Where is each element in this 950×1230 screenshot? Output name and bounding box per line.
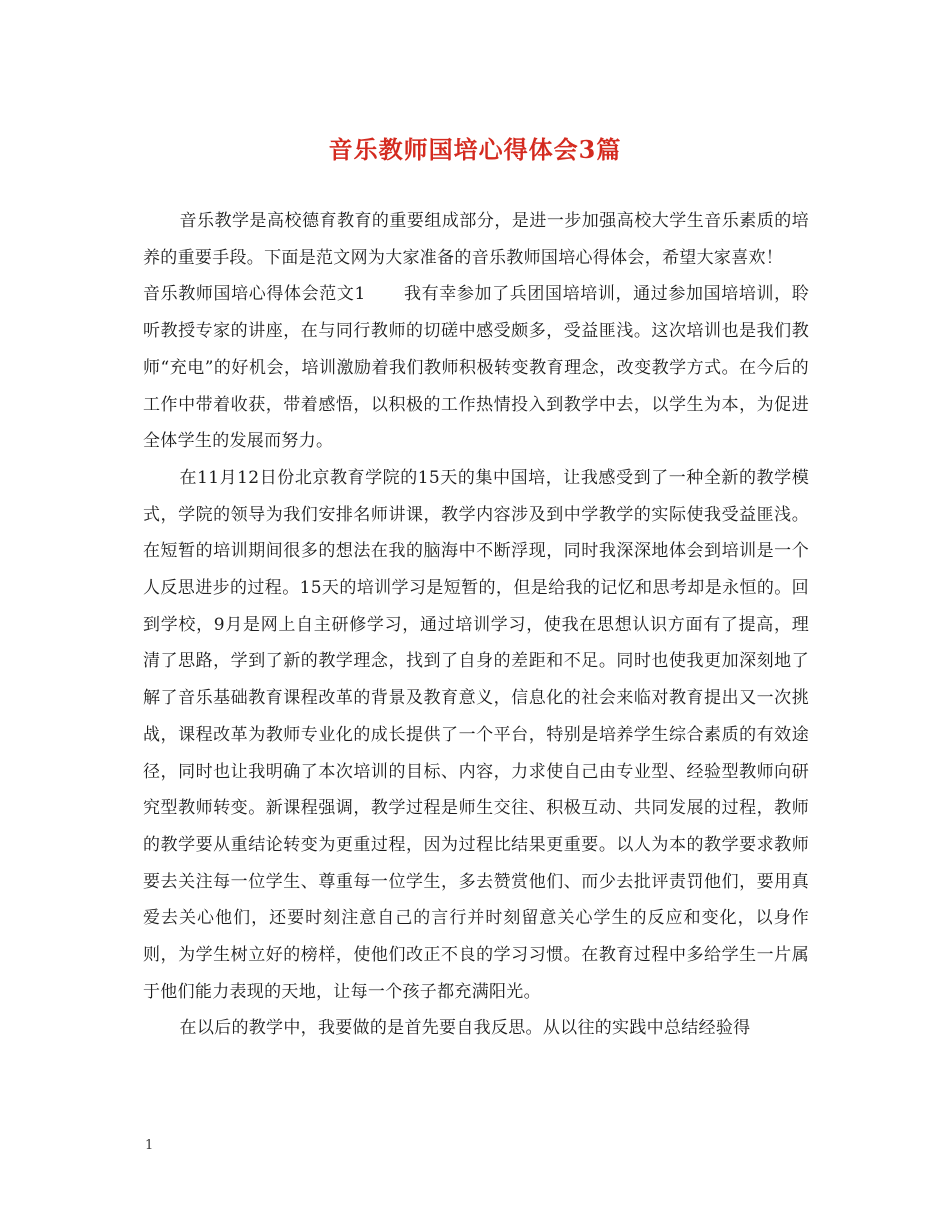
section-1-paragraph [143, 276, 809, 460]
document-title: 音乐教师国培心得体会3篇 [328, 135, 622, 164]
section-1-heading: 音乐教师国培心得体会范文1 [143, 284, 366, 305]
body-paragraph-3: 在以后的教学中，我要做的是首先要自我反思。从以往的实践中总结经验得 [179, 1018, 751, 1039]
document-body [143, 203, 809, 1047]
section-1-text: 我有幸参加了兵团国培培训，通过参加国培培训，聆听教授专家的讲座，在与同行教师的切磋中感受颇多，受益匪浅。这次培训也是我们教师“充电”的好机会，培训激励着我们教师积极转变教育理念，改变教学方式。在今后的工作中带着收获，带着感悟，以积极的工作热情投入到教学中去，以学生为本，为促进全体学生的发展而努力。 [143, 284, 809, 452]
intro-paragraph: 音乐教学是高校德育教育的重要组成部分，是进一步加强高校大学生音乐素质的培养的重要手段。下面是范文网为大家准备的音乐教师国培心得体会，希望大家喜欢！ [143, 211, 809, 268]
body-paragraph-2: 在11月12日份北京教育学院的15天的集中国培，让我感受到了一种全新的教学模式，学院的领导为我们安排名师讲课，教学内容涉及到中学教学的实际使我受益匪浅。在短暂的培训期间很多的想法在我的脑海中不断浮现，同时我深深地体会到培训是一个人反思进步的过程。15天的培训学习是短暂的，但是给我的记忆和思考却是永恒的。回到学校，9月是网上自主研修学习，通过培训学习，使我在思想认识方面有了提高，理清了思路，学到了新的教学理念，找到了自身的差距和不足。同时也使我更加深刻地了解了音乐基础教育课程改革的背景及教育意义，信息化的社会来临对教育提出又一次挑战，课程改革为教师专业化的成长提供了一个平台，特别是培养学生综合素质的有效途径，同时也让我明确了本次培训的目标、内容，力求使自己由专业型、经验型教师向研究型教师转变。新课程强调，教学过程是师生交往、积极互动、共同发展的过程，教师的教学要从重结论转变为更重过程，因为过程比结果更重要。以人为本的教学要求教师要去关注每一位学生、尊重每一位学生，多去赞赏他们、而少去批评责罚他们，要用真爱去关心他们，还要时刻注意自己的言行并时刻留意关心学生的反应和变化，以身作则，为学生树立好的榜样，使他们改正不良的学习习惯。在教育过程中多给学生一片属于他们能力表现的天地，让每一个孩子都充满阳光。 [143, 467, 809, 1002]
page-number: 1 [145, 1138, 154, 1153]
